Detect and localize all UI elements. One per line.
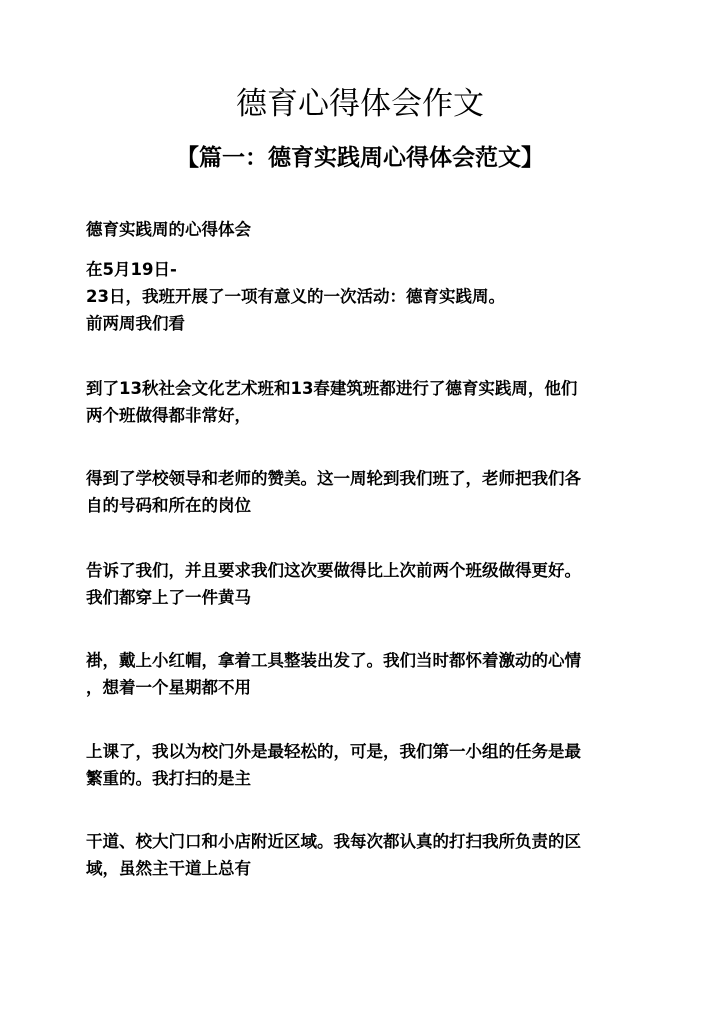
- text-line: 两个班做得都非常好，: [86, 406, 251, 425]
- text-line: 自的号码和所在的岗位: [86, 496, 251, 515]
- text-line: 前两周我们看: [86, 314, 185, 333]
- text-line: 在5月19日-: [86, 260, 177, 279]
- text-line: ，想着一个星期都不用: [86, 678, 251, 697]
- text-line: 繁重的。我打扫的是主: [86, 769, 251, 788]
- document-title: 德育心得体会作文: [236, 86, 484, 122]
- section-heading: 德育实践周的心得体会: [86, 220, 251, 239]
- text-line: 褂，戴上小红帽，拿着工具整装出发了。我们当时都怀着激动的心情: [86, 651, 581, 670]
- text-line: 域，虽然主干道上总有: [86, 859, 251, 878]
- text-line: 到了13秋社会文化艺术班和13春建筑班都进行了德育实践周，他们: [86, 379, 578, 398]
- text-line: 得到了学校领导和老师的赞美。这一周轮到我们班了，老师把我们各: [86, 469, 581, 488]
- text-line: 上课了，我以为校门外是最轻松的，可是，我们第一小组的任务是最: [86, 742, 581, 761]
- document-subtitle: 【篇一：德育实践周心得体会范文】: [176, 145, 544, 171]
- text-line: 23日，我班开展了一项有意义的一次活动：德育实践周。: [86, 287, 505, 306]
- text-line: 干道、校大门口和小店附近区域。我每次都认真的打扫我所负责的区: [86, 832, 581, 851]
- text-line: 告诉了我们，并且要求我们这次要做得比上次前两个班级做得更好。: [86, 561, 581, 580]
- text-line: 我们都穿上了一件黄马: [86, 588, 251, 607]
